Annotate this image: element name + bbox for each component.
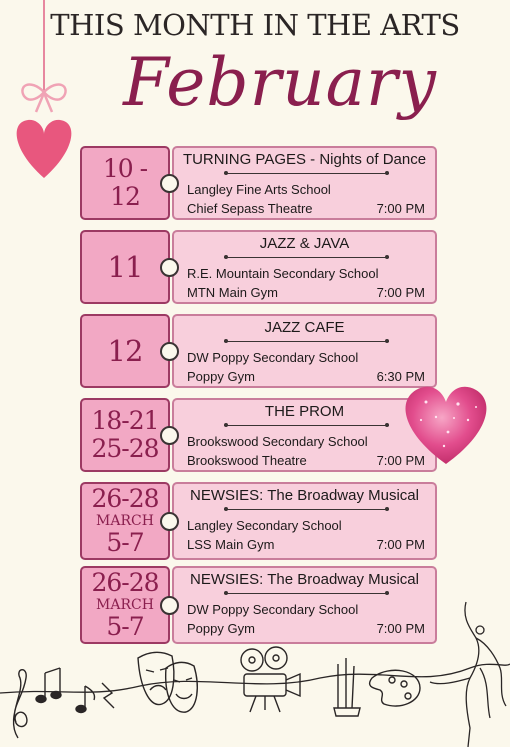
event-venue-school: Langley Fine Arts School: [187, 182, 331, 197]
title-divider: [224, 257, 389, 258]
event-venue-school: R.E. Mountain Secondary School: [187, 266, 379, 281]
event-date-line: 25-28: [91, 434, 159, 463]
event-venue-room: MTN Main Gym: [187, 285, 278, 300]
event-info-card: [172, 482, 437, 560]
event-info-card: [172, 230, 437, 304]
event-date-line: 12: [107, 334, 143, 368]
event-date-box: [80, 146, 170, 220]
event-date-line: 10 -: [102, 154, 148, 183]
row-connector-circle: [160, 512, 179, 531]
hanging-heart-icon: [0, 0, 90, 185]
music-notes-icon: [14, 668, 114, 738]
event-date-line: 5-7: [106, 612, 144, 641]
event-date-line: 18-21: [91, 406, 159, 435]
event-title: NEWSIES: The Broadway Musical: [190, 571, 419, 588]
event-venue-room: Chief Sepass Theatre: [187, 201, 313, 216]
event-title: TURNING PAGES - Nights of Dance: [182, 151, 427, 168]
event-time: 7:00 PM: [376, 453, 425, 468]
event-date-box: [80, 482, 170, 560]
dancer-icon: [430, 602, 506, 747]
title-divider: [224, 425, 389, 426]
event-date-line: 12: [110, 182, 140, 211]
title-divider: [224, 509, 389, 510]
event-title: THE PROM: [264, 403, 345, 420]
page-title-top: THIS MONTH IN THE ARTS: [50, 8, 460, 42]
title-divider: [224, 341, 389, 342]
event-date-line: MARCH: [96, 513, 154, 529]
event-date-line: 5-7: [106, 528, 144, 557]
film-projector-icon: [241, 647, 300, 712]
event-time: 7:00 PM: [376, 537, 425, 552]
event-venue-school: DW Poppy Secondary School: [187, 602, 359, 617]
event-date-line: 26-28: [91, 484, 159, 513]
event-venue-school: DW Poppy Secondary School: [187, 350, 359, 365]
event-date-line: 26-28: [91, 568, 159, 597]
event-title: JAZZ CAFE: [264, 319, 345, 336]
event-venue-room: LSS Main Gym: [187, 537, 275, 552]
event-info-card: [172, 146, 437, 220]
event-date-line: 11: [107, 250, 143, 284]
event-venue-school: Brookswood Secondary School: [187, 434, 368, 449]
row-connector-circle: [160, 426, 179, 445]
event-venue-room: Poppy Gym: [187, 621, 255, 636]
event-title: NEWSIES: The Broadway Musical: [190, 487, 419, 504]
row-connector-circle: [160, 342, 179, 361]
event-date-box: [80, 398, 170, 472]
page-title-month: February: [123, 44, 437, 121]
row-connector-circle: [160, 174, 179, 193]
art-supplies-icon: [334, 658, 420, 716]
event-date-box: [80, 230, 170, 304]
title-divider: [224, 593, 389, 594]
event-venue-room: Poppy Gym: [187, 369, 255, 384]
event-date-box: [80, 314, 170, 388]
event-date-line: MARCH: [96, 597, 154, 613]
event-time: 7:00 PM: [376, 201, 425, 216]
event-venue-school: Langley Secondary School: [187, 518, 342, 533]
arts-doodle-strip: [0, 598, 510, 747]
title-divider: [224, 173, 389, 174]
event-venue-room: Brookswood Theatre: [187, 453, 307, 468]
event-time: 7:00 PM: [376, 285, 425, 300]
event-title: JAZZ & JAVA: [259, 235, 350, 252]
event-time: 7:00 PM: [376, 621, 425, 636]
glitter-heart-icon: [396, 372, 496, 468]
row-connector-circle: [160, 258, 179, 277]
event-time: 6:30 PM: [376, 369, 425, 384]
